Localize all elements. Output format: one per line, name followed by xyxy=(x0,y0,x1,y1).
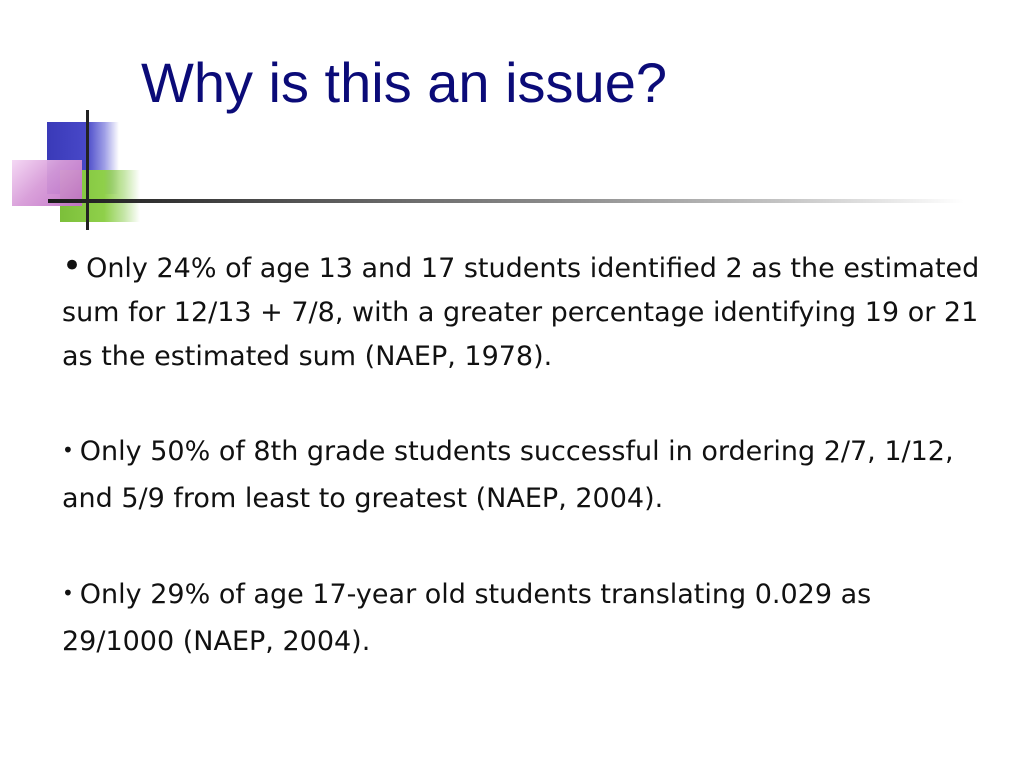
bullet-marker: • xyxy=(62,581,74,605)
bullet-list xyxy=(62,244,982,665)
bullet-text: Only 29% of age 17-year old students translating 0.029 as 29/1000 (NAEP, 2004). xyxy=(62,579,872,657)
bullet-item xyxy=(62,429,982,522)
title-underline xyxy=(48,199,964,203)
bullet-item xyxy=(62,244,982,379)
bullet-text: Only 50% of 8th grade students successful in ordering 2/7, 1/12, and 5/9 from least to greatest (NAEP, 2004). xyxy=(62,436,954,514)
title-decoration xyxy=(0,100,140,230)
bullet-text: Only 24% of age 13 and 17 students identified 2 as the estimated sum for 12/13 + 7/8, with a greater percentage identifying 19 or 21 as the estimated sum (NAEP, 1978). xyxy=(62,253,980,372)
decoration-vertical-line xyxy=(86,110,89,230)
bullet-item xyxy=(62,572,982,665)
slide-title: Why is this an issue? xyxy=(141,51,667,114)
bullet-marker: • xyxy=(62,438,74,462)
bullet-marker: • xyxy=(62,246,83,286)
